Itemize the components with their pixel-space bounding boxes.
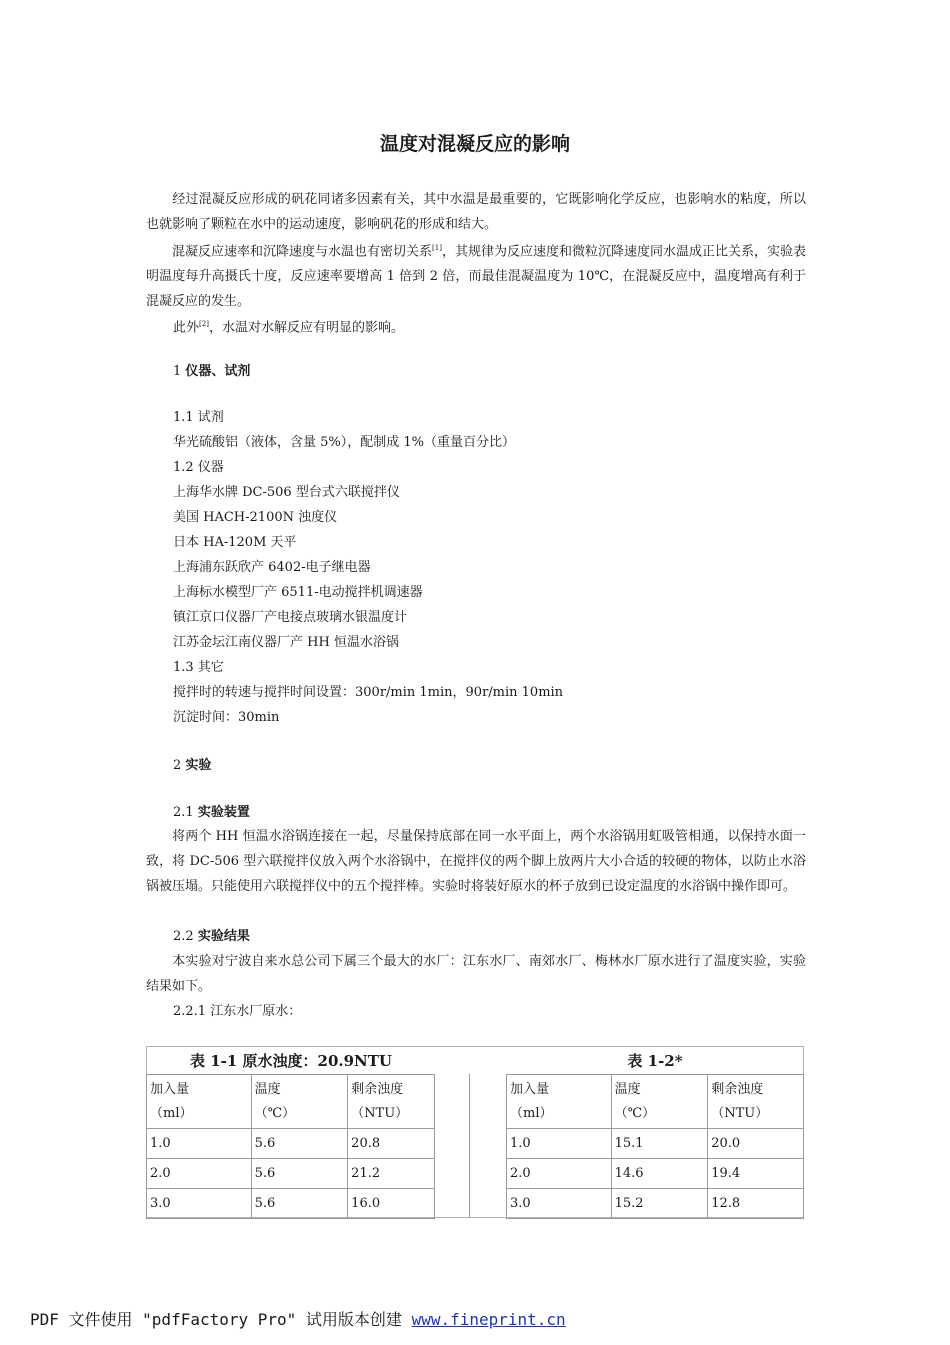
header-label: 温度 [614, 1081, 641, 1097]
section-2-title: 实验 [185, 758, 212, 773]
table-cell: 2.0 [147, 1159, 252, 1189]
results-text: 本实验对宁波自来水总公司下属三个最大的水厂：江东水厂、南郊水厂、梅林水厂原水进行了温度实验，实验结果如下。 [146, 954, 806, 994]
instrument-item: 江苏金坛江南仪器厂产 HH 恒温水浴锅 [173, 635, 399, 650]
instrument-item: 镇江京口仪器厂产电接点玻璃水银温度计 [173, 610, 408, 625]
subsection-2-2-1: 2.2.1 江东水厂原水： [173, 1004, 302, 1019]
table-header-row [507, 1075, 804, 1129]
table-cell: 15.1 [611, 1129, 708, 1159]
intro-p1-text: 经过混凝反应形成的矾花同诸多因素有关，其中水温是最重要的，它既影响化学反应，也影响水的粘度，所以也就影响了颗粒在水中的运动速度，影响矾花的形成和结大。 [146, 192, 806, 232]
intro-paragraph-1 [146, 187, 806, 237]
table-row [507, 1129, 804, 1159]
instrument-item: 美国 HACH-2100N 浊度仪 [173, 510, 338, 525]
table-header-cell [507, 1075, 612, 1129]
apparatus-paragraph [146, 824, 806, 899]
header-label: 加入量 [150, 1081, 190, 1097]
instrument-item: 上海浦东跃欣产 6402-电子继电器 [173, 560, 371, 575]
table-cell: 20.0 [708, 1129, 804, 1159]
instrument-item: 日本 HA-120M 天平 [173, 535, 297, 550]
intro-p3-text-b: ，水温对水解反应有明显的影响。 [208, 320, 404, 336]
table-header-cell [251, 1075, 348, 1129]
table-cell: 2.0 [507, 1159, 612, 1189]
intro-p3-text-a: 此外 [173, 320, 200, 336]
header-unit: （℃） [614, 1105, 656, 1121]
subsection-2-2-title: 实验结果 [197, 929, 250, 944]
citation-ref-2: [2] [199, 320, 209, 328]
header-unit: （ml） [150, 1105, 193, 1121]
citation-ref-1: [1] [432, 244, 442, 252]
instrument-item: 上海华水牌 DC-506 型台式六联搅拌仪 [173, 485, 400, 500]
header-label: 加入量 [510, 1081, 550, 1097]
intro-paragraph-2 [146, 236, 806, 314]
table-2-caption: 表 1-2* [627, 1052, 683, 1070]
subsection-1-2: 1.2 仪器 [173, 460, 224, 475]
subsection-2-1-title: 实验装置 [197, 805, 250, 820]
table-cell: 14.6 [611, 1159, 708, 1189]
section-2-heading [173, 753, 211, 778]
subsection-2-2-number: 2.2 [173, 929, 194, 944]
table-header-row [147, 1075, 435, 1129]
section-1-title: 仪器、试剂 [185, 364, 251, 379]
stirring-settings: 搅拌时的转速与搅拌时间设置：300r/min 1min，90r/min 10min [173, 685, 564, 700]
table-header-cell [348, 1075, 435, 1129]
header-unit: （NTU） [351, 1105, 409, 1121]
table-cell: 15.2 [611, 1189, 708, 1219]
page-title: 温度对混凝反应的影响 [379, 133, 570, 155]
table-cell: 5.6 [251, 1129, 348, 1159]
settling-time: 沉淀时间：30min [173, 710, 280, 725]
table-cell: 19.4 [708, 1159, 804, 1189]
table-cell: 1.0 [147, 1129, 252, 1159]
table-header-cell [708, 1075, 804, 1129]
results-paragraph [146, 949, 806, 999]
table-cell: 3.0 [147, 1189, 252, 1219]
table-row [147, 1189, 435, 1219]
table-2 [506, 1074, 804, 1219]
fineprint-link[interactable]: www.fineprint.cn [411, 1310, 566, 1329]
intro-paragraph-3 [173, 312, 404, 340]
table-1-caption: 表 1-1 原水浊度：20.9NTU [189, 1052, 393, 1070]
intro-p2-text-b: ，其规律为反应速度和微粒沉降速度同水温成正比关系，实验表明温度每升高摄氏十度，反应速率要增高 1 倍到 2 倍，而最佳混凝温度为 10℃，在混凝反应中，温度增高有利于混凝反应的发生。 [146, 244, 806, 310]
apparatus-text: 将两个 HH 恒温水浴锅连接在一起，尽量保持底部在同一水平面上，两个水浴锅用虹吸管相通，以保持水面一致，将 DC-506 型六联搅拌仪放入两个水浴锅中，在搅拌仪的两个脚上放两片大小合适的较硬的物体，以防止水浴锅被压塌。只能使用六联搅拌仪中的五个搅拌棒。实验时将装好原水的杯子放到已设定温度的水浴锅中操作即可。 [146, 829, 806, 894]
header-label: 剩余浊度 [711, 1081, 764, 1097]
subsection-1-1: 1.1 试剂 [173, 410, 224, 425]
section-1-heading [173, 359, 250, 384]
instrument-item: 上海标水模型厂产 6511-电动搅拌机调速器 [173, 585, 423, 600]
table-row [147, 1159, 435, 1189]
header-unit: （NTU） [711, 1105, 769, 1121]
pdf-footer [30, 1307, 566, 1330]
intro-p2-text-a: 混凝反应速率和沉降速度与水温也有密切关系 [172, 244, 433, 260]
table-cell: 16.0 [348, 1189, 435, 1219]
table-cell: 20.8 [348, 1129, 435, 1159]
table-separator-column [434, 1074, 470, 1218]
footer-text: PDF 文件使用 "pdfFactory Pro" 试用版本创建 [30, 1310, 412, 1329]
header-label: 剩余浊度 [351, 1081, 404, 1097]
section-2-number: 2 [173, 758, 182, 773]
table-header-cell [611, 1075, 708, 1129]
subsection-2-2-heading [173, 924, 250, 949]
header-unit: （℃） [254, 1105, 296, 1121]
subsection-2-1-heading [173, 800, 250, 825]
table-cell: 5.6 [251, 1189, 348, 1219]
table-cell: 3.0 [507, 1189, 612, 1219]
table-row [147, 1129, 435, 1159]
table-header-cell [147, 1075, 252, 1129]
header-label: 温度 [254, 1081, 281, 1097]
table-cell: 21.2 [348, 1159, 435, 1189]
table-cell: 5.6 [251, 1159, 348, 1189]
table-1 [146, 1074, 435, 1219]
subsection-2-1-number: 2.1 [173, 805, 194, 820]
reagent-text: 华光硫酸铝（液体，含量 5%），配制成 1%（重量百分比） [173, 435, 516, 450]
section-1-number: 1 [173, 364, 182, 379]
table-cell: 12.8 [708, 1189, 804, 1219]
table-row [507, 1189, 804, 1219]
table-row [507, 1159, 804, 1189]
table-cell: 1.0 [507, 1129, 612, 1159]
subsection-1-3: 1.3 其它 [173, 660, 224, 675]
header-unit: （ml） [510, 1105, 553, 1121]
